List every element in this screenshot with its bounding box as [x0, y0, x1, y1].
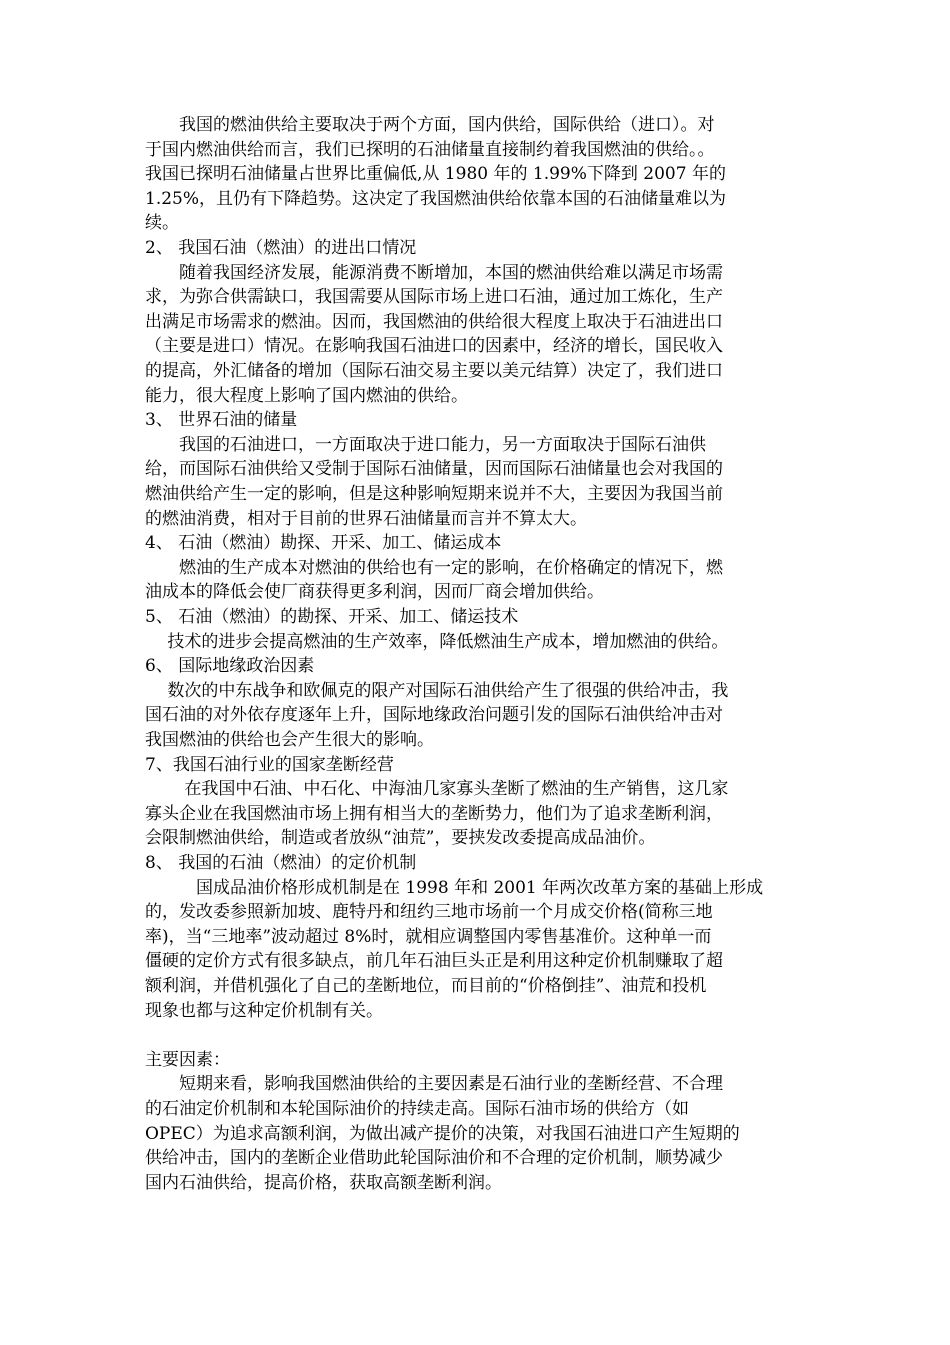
text-line: 的提高，外汇储备的增加（国际石油交易主要以美元结算）决定了，我们进口 — [145, 361, 723, 381]
text-line: 我国的石油进口，一方面取决于进口能力，另一方面取决于国际石油供 — [145, 434, 706, 455]
text-line: 数次的中东战争和欧佩克的限产对国际石油供给产生了很强的供给冲击，我 — [145, 680, 729, 701]
text-line: 国内石油供给，提高价格，获取高额垄断利润。 — [145, 1172, 502, 1193]
text-line: 3、 世界石油的储量 — [145, 410, 298, 431]
text-line: 随着我国经济发展，能源消费不断增加，本国的燃油供给难以满足市场需 — [145, 262, 723, 283]
text-line: 会限制燃油供给，制造或者放纵“油荒”，要挟发改委提高成品油价。 — [145, 828, 656, 849]
text-line: 4、 石油（燃油）勘探、开采、加工、储运成本 — [145, 533, 502, 554]
text-line: 僵硬的定价方式有很多缺点，前几年石油巨头正是利用这种定价机制赚取了超 — [145, 951, 723, 972]
text-line: 出满足市场需求的燃油。因而，我国燃油的供给很大程度上取决于石油进出口 — [145, 311, 723, 332]
text-line: 短期来看，影响我国燃油供给的主要因素是石油行业的垄断经营、不合理 — [145, 1074, 723, 1095]
text-line: 我国燃油的供给也会产生很大的影响。 — [145, 730, 434, 750]
text-line: 7、我国石油行业的国家垄断经营 — [145, 754, 394, 775]
text-line: 国成品油价格形成机制是在 1998 年和 2001 年两次改革方案的基础上形成 — [145, 877, 764, 898]
text-line: （主要是进口）情况。在影响我国石油进口的因素中，经济的增长，国民收入 — [145, 336, 723, 357]
text-line: 我国已探明石油储量占世界比重偏低,从 1980 年的 1.99%下降到 2007 年的 — [145, 164, 726, 185]
text-line: 能力，很大程度上影响了国内燃油的供给。 — [145, 385, 468, 406]
text-line: 技术的进步会提高燃油的生产效率，降低燃油生产成本，增加燃油的供给。 — [145, 631, 729, 652]
text-line: 燃油的生产成本对燃油的供给也有一定的影响，在价格确定的情况下，燃 — [145, 557, 723, 578]
text-line: 求，为弥合供需缺口，我国需要从国际市场上进口石油，通过加工炼化，生产 — [145, 287, 723, 308]
text-line: 寡头企业在我国燃油市场上拥有相当大的垄断势力，他们为了追求垄断利润， — [145, 803, 723, 824]
text-line: 率)，当“三地率”波动超过 8%时，就相应调整国内零售基准价。这种单一而 — [145, 926, 712, 947]
text-line: OPEC）为追求高额利润，为做出减产提价的决策，对我国石油进口产生短期的 — [145, 1123, 740, 1144]
text-line: 油成本的降低会使厂商获得更多利润，因而厂商会增加供给。 — [145, 582, 604, 603]
text-line: 的燃油消费，相对于目前的世界石油储量而言并不算太大。 — [145, 508, 587, 529]
text-line: 给，而国际石油供给又受制于国际石油储量，因而国际石油储量也会对我国的 — [145, 459, 723, 480]
text-line: 供给冲击，国内的垄断企业借助此轮国际油价和不合理的定价机制，顺势减少 — [145, 1148, 723, 1169]
text-line: 续。 — [145, 213, 179, 234]
text-line: 1.25%，且仍有下降趋势。这决定了我国燃油供给依靠本国的石油储量难以为 — [145, 188, 727, 209]
text-line: 6、 国际地缘政治因素 — [145, 656, 315, 677]
text-line: 在我国中石油、中石化、中海油几家寡头垄断了燃油的生产销售，这几家 — [145, 779, 729, 800]
text-line: 于国内燃油供给而言，我们已探明的石油储量直接制约着我国燃油的供给。。 — [145, 139, 715, 160]
text-line: 8、 我国的石油（燃油）的定价机制 — [145, 853, 417, 873]
text-line: 现象也都与这种定价机制有关。 — [145, 1000, 383, 1021]
text-line: 的石油定价机制和本轮国际油价的持续走高。国际石油市场的供给方（如 — [145, 1099, 689, 1119]
text-line: 2、 我国石油（燃油）的进出口情况 — [145, 238, 417, 258]
text-line: 我国的燃油供给主要取决于两个方面，国内供给，国际供给（进口）。对 — [145, 115, 715, 135]
text-line: 主要因素： — [145, 1049, 230, 1070]
text-line: 的，发改委参照新加坡、鹿特丹和纽约三地市场前一个月成交价格(简称三地 — [145, 902, 713, 923]
text-line: 额利润，并借机强化了自己的垄断地位，而目前的“价格倒挂”、油荒和投机 — [145, 976, 707, 996]
text-line: 5、 石油（燃油）的勘探、开采、加工、储运技术 — [145, 607, 519, 627]
text-line: 燃油供给产生一定的影响，但是这种影响短期来说并不大，主要因为我国当前 — [145, 484, 723, 504]
text-line: 国石油的对外依存度逐年上升，国际地缘政治问题引发的国际石油供给冲击对 — [145, 705, 723, 726]
